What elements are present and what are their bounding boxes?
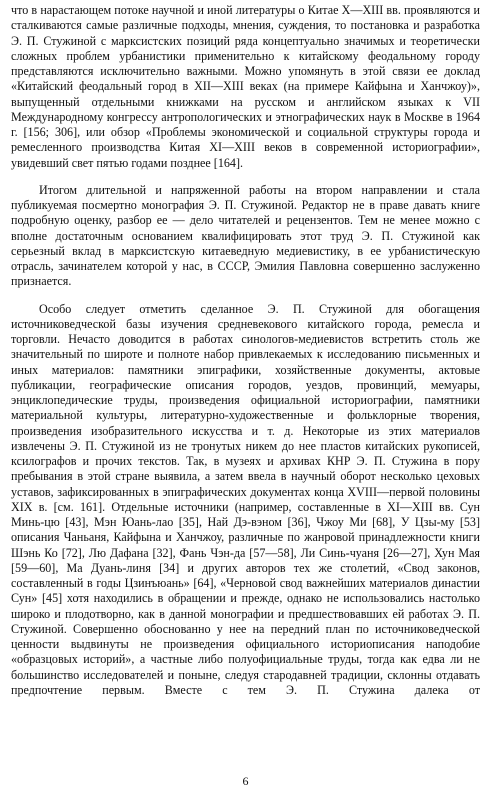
paragraph-gap	[11, 171, 480, 183]
body-paragraph-3: Особо следует отметить сделанное Э. П. Стужиной для обогащения источниковедческой базы изучения средневекового китайского города, ремесла и торговли. Нечасто доводится в работах синологов-медиевистов встретить столь же значительный по широте и полноте набор привлекаемых к исследованию письменных и иных материалов: памятники эпиграфики, хозяйственные документы, актовые публикации, географические описания городов, уездов, провинций, мемуары, энциклопедические труды, произведения официальной историографии, памятники материальной культуры, литературно-художественные и фольклорные творения, произведения изобразительного искусства и т. д. Некоторые из этих материалов извлечены Э. П. Стужиной из не тронутых никем до нее пластов китайских рукописей, ксилографов и прочих текстов. Так, в музеях и архивах КНР Э. П. Стужина в пору пребывания в этой стране выявила, а затем ввела в научный оборот несколько цеховых уставов, зафиксированных в эпиграфических документах конца XVIII—первой половины XIX в. [см. 161]. Отдельные источники (например, составленные в XI—XIII вв. Сун Минь-цю [43], Мэн Юань-лао [35], Най Дэ-вэном [36], Чжоу Ми [68], У Цзы-му [53] описания Чаньаня, Кайфына и Ханчжоу, различные по жанровой принадлежности книги Шэнь Ко [72], Лю Дафана [32], Фань Чэн-да [57—58], Ли Синь-чуаня [26—27], Хун Мая [59—60], Ма Дуань-линя [34] и других авторов тех же столетий, «Свод законов, составленный в годы Цзинъюань» [64], «Черновой свод важнейших материалов династии Сун» [45] хотя находились в обращении и прежде, однако не использовались настолько широко и плодотворно, как в данной монографии и предшествовавших ей работах Э. П. Стужиной. Совершенно обоснованно у нее на передний план по источниковедческой ценности выдвинуты не произведения официального историописания наподобие «образцовых историй», а частные либо полуофициальные труды, тогда как едва ли не большинство исследователей и поныне, следуя стародавней традиции, склонны отдавать предпочтение первым. Вместе с тем Э. П. Стужина далека от	[11, 301, 480, 697]
page-number: 6	[242, 774, 249, 788]
body-paragraph-2: Итогом длительной и напряженной работы на втором направлении и стала публикуемая посмертно монография Э. П. Стужиной. Редактор не в праве давать книге подробную оценку, разбор ее — дело читателей и рецензентов. Тем не менее можно с вполне достаточным основанием квалифицировать этот труд Э. П. Стужиной как серьезный вклад в марксистскую китаеведную медиевистику, в ее урбанистическую отрасль, зачинателем которой у нас, в СССР, Эмилия Павловна совершенно заслуженно признается.	[11, 182, 480, 289]
body-paragraph-1: что в нарастающем потоке научной и иной литературы о Китае X—XIII вв. проявляются и сталкиваются самые различные подходы, мнения, суждения, то постановка и разработка Э. П. Стужиной с марксистских позиций ряда концептуально значимых и теоретически сложных проблем урбанистики применительно к китайскому феодальному городу представляются исключительно важными. Можно упомянуть в этой связи ее доклад «Китайский феодальный город в XII—XIII веках (на примере Кайфына и Ханчжоу)», выпущенный отдельными книжками на русском и английском языках к VII Международному конгрессу антропологических и этнографических наук в Москве в 1964 г. [156; 306], или обзор «Проблемы экономической и социальной структуры города и ремесленного производства Китая XI—XIII веков в современной историографии», увидевший свет пятью годами позднее [164].	[11, 3, 480, 170]
paragraph-gap	[11, 290, 480, 302]
